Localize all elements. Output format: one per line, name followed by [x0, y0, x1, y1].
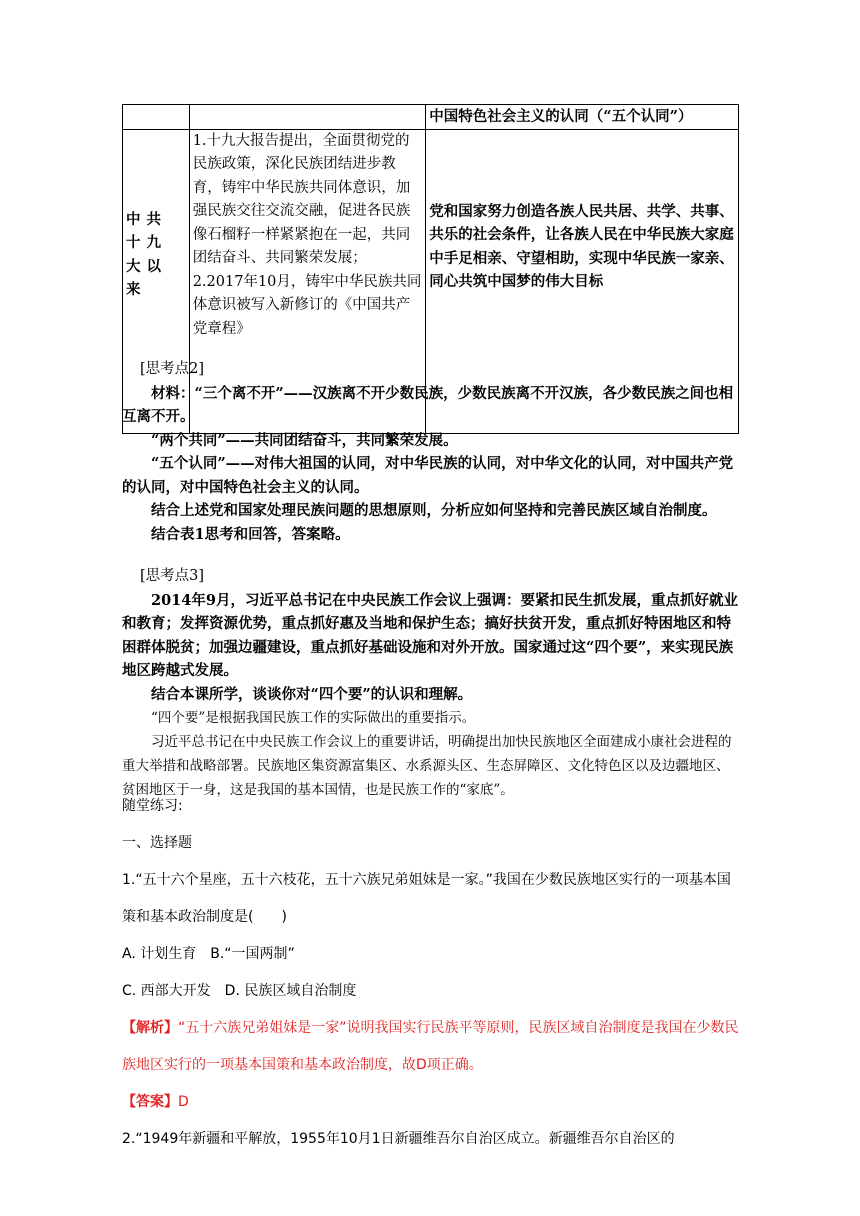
paragraph: 2014年9月，习近平总书记在中央民族工作会议上强调：要紧扣民生抓发展，重点抓好就业和教育；发挥资源优势，重点抓好惠及当地和保护生态；搞好扶贫开发，重点抓好特困地区和特困群体脱贫；加强边疆建设，重点抓好基础设施和对外开放。国家通过这“四个要”，来实现民族地区跨越式发展。: [122, 591, 738, 679]
policy-point-1: 1.十九大报告提出，全面贯彻党的民族政策，深化民族团结进步教育，铸牢中华民族共同体意识，加强民族交往交流交融，促进各民族像石榴籽一样紧紧抱在一起，共同团结奋斗、共同繁荣发展；: [192, 132, 411, 266]
question-2-stem: 2.“1949年新疆和平解放，1955年10月1日新疆维吾尔自治区成立。新疆维吾尔自治区的: [122, 1131, 675, 1147]
question-1-options-cd: C. 西部大开发 D. 民族区域自治制度: [122, 983, 357, 999]
section-label: [思考点2]: [140, 361, 205, 377]
table-cell-goal: 党和国家努力创造各族人民共居、共学、共事、共乐的社会条件，让各族人民在中华民族大家庭中手足相亲、守望相助，实现中华民族一家亲、同心共筑中国梦的伟大目标: [426, 129, 739, 433]
paragraph: “五个认同”——对伟大祖国的认同，对中华民族的认同，对中华文化的认同，对中国共产党的认同，对中国特色社会主义的认同。: [122, 455, 734, 496]
paragraph: 结合本课所学，谈谈你对“四个要”的认识和理解。: [151, 685, 473, 703]
think-point-2: [122, 358, 742, 546]
practice-section: [122, 788, 742, 1158]
question-1-answer: [122, 1084, 742, 1121]
paragraph: 结合上述党和国家处理民族问题的思想原则，分析应如何坚持和完善民族区域自治制度。: [151, 502, 717, 519]
answer-label: 【答案】: [122, 1094, 178, 1110]
think-point-3: [122, 565, 742, 802]
table-cell-five-identities: 中国特色社会主义的认同（“五个认同”）: [426, 105, 739, 130]
paragraph: 材料：“三个离不开”——汉族离不开少数民族，少数民族离不开汉族，各少数民族之间也相互离不开。: [122, 384, 734, 425]
question-1-stem: 1.“五十六个星座，五十六枝花，五十六族兄弟姐妹是一家。”我国在少数民族地区实行的一项基本国策和基本政治制度是( ): [122, 872, 731, 925]
section-label: [思考点3]: [140, 568, 205, 584]
practice-title: 随堂练习:: [122, 798, 183, 814]
question-1-analysis: [122, 1010, 742, 1084]
analysis-text: “五十六族兄弟姐妹是一家”说明我国实行民族平等原则，民族区域自治制度是我国在少数民族地区实行的一项基本国策和基本政治制度，故D项正确。: [122, 1020, 739, 1073]
answer-text: D: [178, 1094, 189, 1110]
key-note: “四个要”是根据我国民族工作的实际做出的重要指示。: [151, 710, 476, 726]
table-cell-empty: [123, 105, 190, 130]
question-1-options-ab: A. 计划生育 B.“一国两制”: [122, 946, 295, 962]
table-cell-empty: [189, 105, 426, 130]
analysis-label: 【解析】: [122, 1020, 178, 1036]
paragraph: 结合表1思考和回答，答案略。: [151, 525, 350, 543]
policy-point-2: 2.2017年10月，铸牢中华民族共同体意识被写入新修订的《中国共产党章程》: [192, 273, 422, 337]
paragraph: “两个共同”——共同团结奋斗，共同繁荣发展。: [151, 431, 458, 449]
question-type: 一、选择题: [122, 835, 192, 851]
table-row: [123, 105, 739, 130]
key-note: 习近平总书记在中央民族工作会议上的重要讲话，明确提出加快民族地区全面建成小康社会进程的重大举措和战略部署。民族地区集资源富集区、水系源头区、生态屏障区、文化特色区以及边疆地区、贫困地区于一身，这是我国的基本国情，也是民族工作的“家底”。: [122, 734, 732, 798]
table-cell-era: 中共十九大以来: [123, 129, 190, 433]
